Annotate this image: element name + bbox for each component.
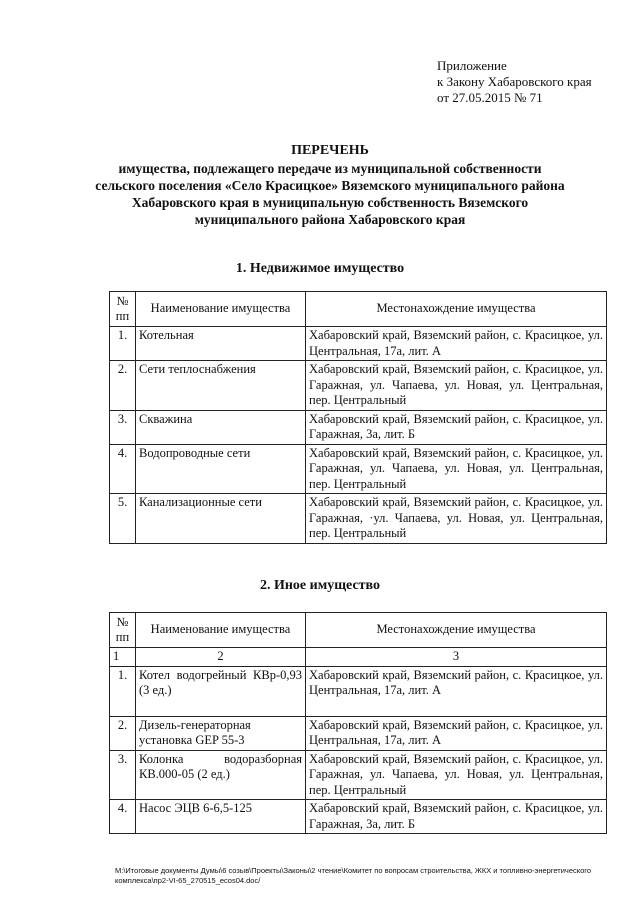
row-location: Хабаровский край, Вяземский район, с. Красицкое, ул. Гаражная, 3а, лит. Б — [306, 800, 607, 834]
table-row — [110, 716, 607, 750]
row-number: 1. — [110, 327, 136, 361]
appendix-line: к Закону Хабаровского края — [437, 74, 592, 89]
heading-line: сельского поселения «Село Красицкое» Вяземского муниципального района — [95, 178, 565, 193]
table-row — [110, 750, 607, 800]
row-number: 4. — [110, 800, 136, 834]
file-path-footer: M:\Итоговые документы Думы\6 созыв\Проекты\Законы\2 чтение\Комитет по вопросам строительства, ЖКХ и топливно-энергетического комплекса\пр2-VI-65_270515_ecos04.doc/ — [115, 866, 592, 885]
row-number: 3. — [110, 410, 136, 444]
row-number: 1. — [110, 666, 136, 716]
table-row — [110, 666, 607, 716]
header-location: Местонахождение имущества — [306, 613, 607, 648]
table-header-row — [110, 292, 607, 327]
table-row — [110, 800, 607, 834]
row-location: Хабаровский край, Вяземский район, с. Красицкое, ул. Центральная, 17а, лит. А — [306, 327, 607, 361]
heading-line: муниципального района Хабаровского края — [194, 212, 466, 227]
row-name: Водопроводные сети — [136, 444, 306, 494]
header-num: № пп — [110, 613, 136, 648]
document-title: ПЕРЕЧЕНЬ — [291, 143, 369, 158]
table-row — [110, 494, 607, 544]
row-name: Дизель-генераторная установка GEP 55-3 — [136, 716, 306, 750]
real-estate-table — [109, 291, 607, 544]
row-number: 4. — [110, 444, 136, 494]
row-location: Хабаровский край, Вяземский район, с. Красицкое, ул. Гаражная, 3а, лит. Б — [306, 410, 607, 444]
row-location: Хабаровский край, Вяземский район, с. Красицкое, ул. Гаражная, ул. Чапаева, ул. Новая, ул. Центральная, пер. Центральный — [306, 750, 607, 800]
heading-line: Хабаровского края в муниципальную собственность Вяземского — [131, 195, 529, 210]
row-location: Хабаровский край, Вяземский район, с. Красицкое, ул. Центральная, 17а, лит. А — [306, 666, 607, 716]
header-name: Наименование имущества — [136, 292, 306, 327]
table-row — [110, 361, 607, 411]
document-heading — [90, 142, 570, 228]
appendix-line: от 27.05.2015 № 71 — [437, 90, 543, 105]
section-title-real-estate: 1. Недвижимое имущество — [235, 261, 405, 276]
table-row — [110, 410, 607, 444]
row-name: Канализационные сети — [136, 494, 306, 544]
table-header-row — [110, 613, 607, 648]
row-name: Колонка водоразборная КВ.000-05 (2 ед.) — [136, 750, 306, 800]
row-location: Хабаровский край, Вяземский район, с. Красицкое, ул. Центральная, 17а, лит. А — [306, 716, 607, 750]
row-number: 3. — [110, 750, 136, 800]
header-name: Наименование имущества — [136, 613, 306, 648]
appendix-line: Приложение — [437, 58, 507, 73]
row-name: Сети теплоснабжения — [136, 361, 306, 411]
appendix-note — [437, 58, 592, 106]
row-name: Котел водогрейный КВр-0,93 (3 ед.) — [136, 666, 306, 716]
header-location: Местонахождение имущества — [306, 292, 607, 327]
table-row — [110, 327, 607, 361]
section-title-other-property: 2. Иное имущество — [259, 578, 381, 593]
header-num: № пп — [110, 292, 136, 327]
subheader-2: 2 — [136, 648, 306, 667]
other-property-table — [109, 612, 607, 834]
subheader-1: 1 — [110, 648, 136, 667]
heading-line: имущества, подлежащего передаче из муниципальной собственности — [118, 161, 542, 176]
table-subheader-row — [110, 648, 607, 667]
row-location: Хабаровский край, Вяземский район, с. Красицкое, ул. Гаражная, ул. Чапаева, ул. Новая, ул. Центральная, пер. Центральный — [306, 361, 607, 411]
row-name: Насос ЭЦВ 6-6,5-125 — [136, 800, 306, 834]
subheader-3: 3 — [306, 648, 607, 667]
table-row — [110, 444, 607, 494]
row-name: Скважина — [136, 410, 306, 444]
row-name: Котельная — [136, 327, 306, 361]
row-number: 2. — [110, 716, 136, 750]
row-location: Хабаровский край, Вяземский район, с. Красицкое, ул. Гаражная, ул. Чапаева, ул. Новая, ул. Центральная, пер. Центральный — [306, 444, 607, 494]
row-number: 5. — [110, 494, 136, 544]
row-location: Хабаровский край, Вяземский район, с. Красицкое, ул. Гаражная, ·ул. Чапаева, ул. Новая, ул. Центральная, пер. Центральный — [306, 494, 607, 544]
row-number: 2. — [110, 361, 136, 411]
